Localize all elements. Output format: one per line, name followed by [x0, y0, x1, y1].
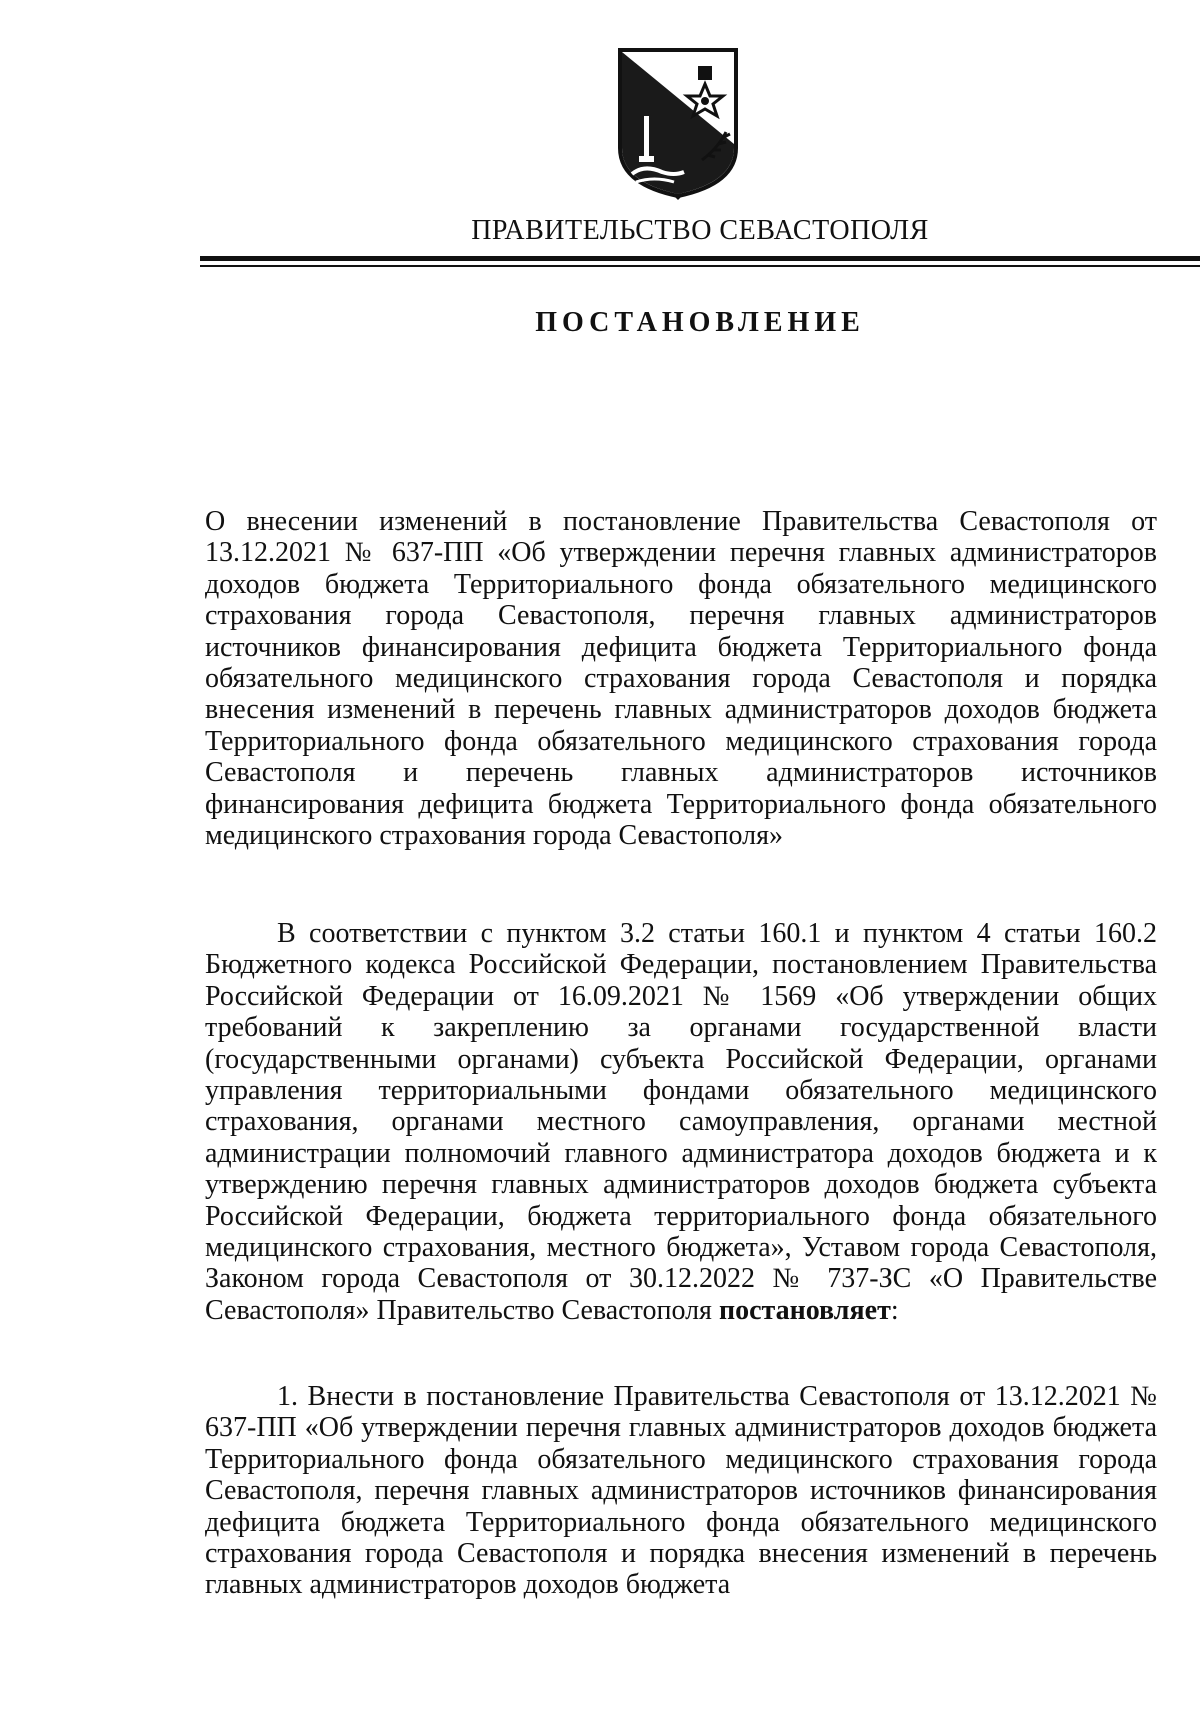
preamble-paragraph — [205, 918, 1157, 1326]
document-subject: О внесении изменений в постановление Правительства Севастополя от 13.12.2021 № 637-ПП «Об утверждении перечня главных администраторов доходов бюджета Территориального фонда обязательного медицинского страхования города Севастополя, перечня главных администраторов источников финансирования дефицита бюджета Территориального фонда обязательного медицинского страхования города Севастополя и порядка внесения изменений в перечень главных администраторов доходов бюджета Территориального фонда обязательного медицинского страхования города Севастополя и перечень главных администраторов источников финансирования дефицита бюджета Территориального фонда обязательного медицинского страхования города Севастополя» — [205, 506, 1157, 852]
header-divider-thick — [200, 256, 1200, 261]
preamble-text: В соответствии с пунктом 3.2 статьи 160.1 и пунктом 4 статьи 160.2 Бюджетного кодекса Российской Федерации, постановлением Правительства Российской Федерации от 16.09.2021 № 1569 «Об утверждении общих требований к закреплению за органами государственной власти (государственными органами) субъекта Российской Федерации, органами управления территориальными фондами обязательного медицинского страхования, органами местного самоуправления, органами местной администрации полномочий главного администратора доходов бюджета и к утверждению перечня главных администраторов доходов бюджета субъекта Российской Федерации, бюджета территориального фонда обязательного медицинского страхования, местного бюджета», Уставом города Севастополя, Законом города Севастополя от 30.12.2022 № 737-ЗС «О Правительстве Севастополя» Правительство Севастополя — [205, 918, 1157, 1326]
government-name: ПРАВИТЕЛЬСТВО СЕВАСТОПОЛЯ — [471, 215, 929, 246]
document-type-heading: ПОСТАНОВЛЕНИЕ — [535, 307, 865, 338]
header-divider-thin — [200, 265, 1200, 267]
decision-word: постановляет — [718, 1294, 891, 1326]
sevastopol-coat-of-arms-icon — [614, 44, 742, 200]
clause-1-paragraph: 1. Внести в постановление Правительства Севастополя от 13.12.2021 № 637-ПП «Об утверждении перечня главных администраторов доходов бюджета Территориального фонда обязательного медицинского страхования города Севастополя, перечня главных администраторов источников финансирования дефицита бюджета Территориального фонда обязательного медицинского страхования города Севастополя и порядка внесения изменений в перечень главных администраторов доходов бюджета — [205, 1381, 1157, 1601]
preamble-end-punct: : — [890, 1294, 899, 1326]
